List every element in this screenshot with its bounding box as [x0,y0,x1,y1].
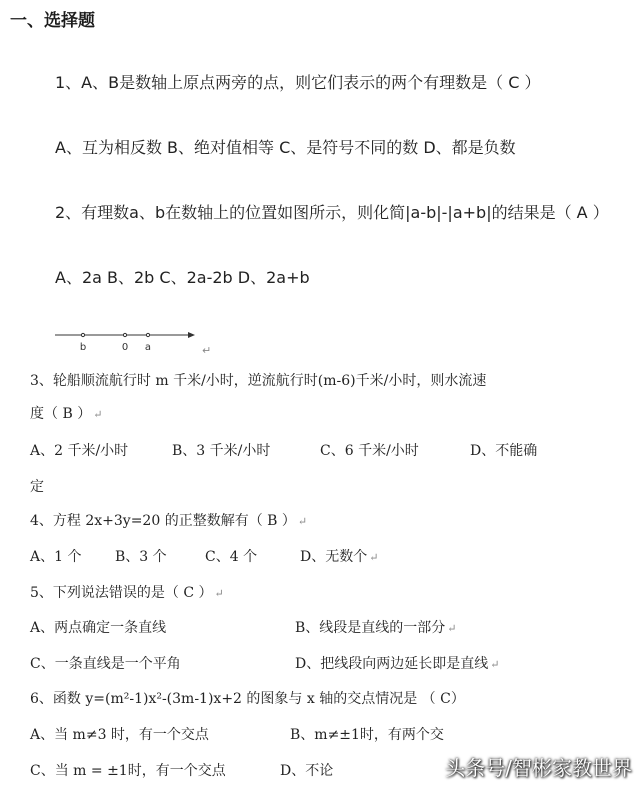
q1-options: A、互为相反数 B、绝对值相等 C、是符号不同的数 D、都是负数 [55,138,516,157]
number-line-arrow [188,332,195,338]
q6-option-b: B、m≠±1时，有两个交 [290,727,444,743]
q4-stem: 4、方程 2x+3y=20 的正整数解有（ B ） ↵ [30,513,308,529]
section-title: 一、选择题 [10,11,95,31]
q3-option-c: C、6 千米/小时 [320,443,419,459]
label-origin: 0 [121,342,129,353]
q3-option-b: B、3 千米/小时 [172,443,271,459]
q1-stem: 1、A、B是数轴上原点两旁的点，则它们表示的两个有理数是（ C ） [55,73,541,92]
q5-option-a: A、两点确定一条直线 [30,620,167,636]
q5-option-b: B、线段是直线的一部分 ↵ [295,620,457,636]
q3-option-d: D、不能确 [470,443,538,459]
q5-option-d: D、把线段向两边延长即是直线 ↵ [295,656,500,672]
point-origin [123,333,126,336]
q6-option-c: C、当 m = ±1时，有一个交点 [30,763,226,779]
label-a: a [144,342,152,353]
q2-options: A、2a B、2b C、2a-2b D、2a+b [55,268,310,287]
q3-stem-line2: 度（ B ） ↵ [30,406,103,422]
q5-option-c: C、一条直线是一个平角 [30,656,181,672]
point-b [81,333,84,336]
point-a [146,333,149,336]
q4-option-c: C、4 个 [205,549,258,565]
q6-option-d: D、不论 [280,763,334,779]
q3-option-d-cont: 定 [30,479,44,495]
q6-option-a: A、当 m≠3 时，有一个交点 [30,727,209,743]
q3-option-a: A、2 千米/小时 [30,443,129,459]
label-b: b [79,342,87,353]
q4-option-a: A、1 个 [30,549,82,565]
q3-stem-line1: 3、轮船顺流航行时 m 千米/小时，逆流航行时(m-6)千米/小时，则水流速 [30,373,487,389]
number-line-figure [55,327,215,357]
q2-stem: 2、有理数a、b在数轴上的位置如图所示，则化简|a-b|-|a+b|的结果是（ A ） [55,203,609,222]
q4-option-b: B、3 个 [115,549,167,565]
q5-stem: 5、下列说法错误的是（ C ） ↵ [30,585,224,601]
q4-option-d: D、无数个 ↵ [300,549,379,565]
paragraph-mark: ↵ [202,344,212,357]
watermark-text: 头条号/智彬家教世界 [445,756,632,780]
q6-stem: 6、函数 y=(m²-1)x²-(3m-1)x+2 的图象与 x 轴的交点情况是 （ C） [30,691,465,707]
